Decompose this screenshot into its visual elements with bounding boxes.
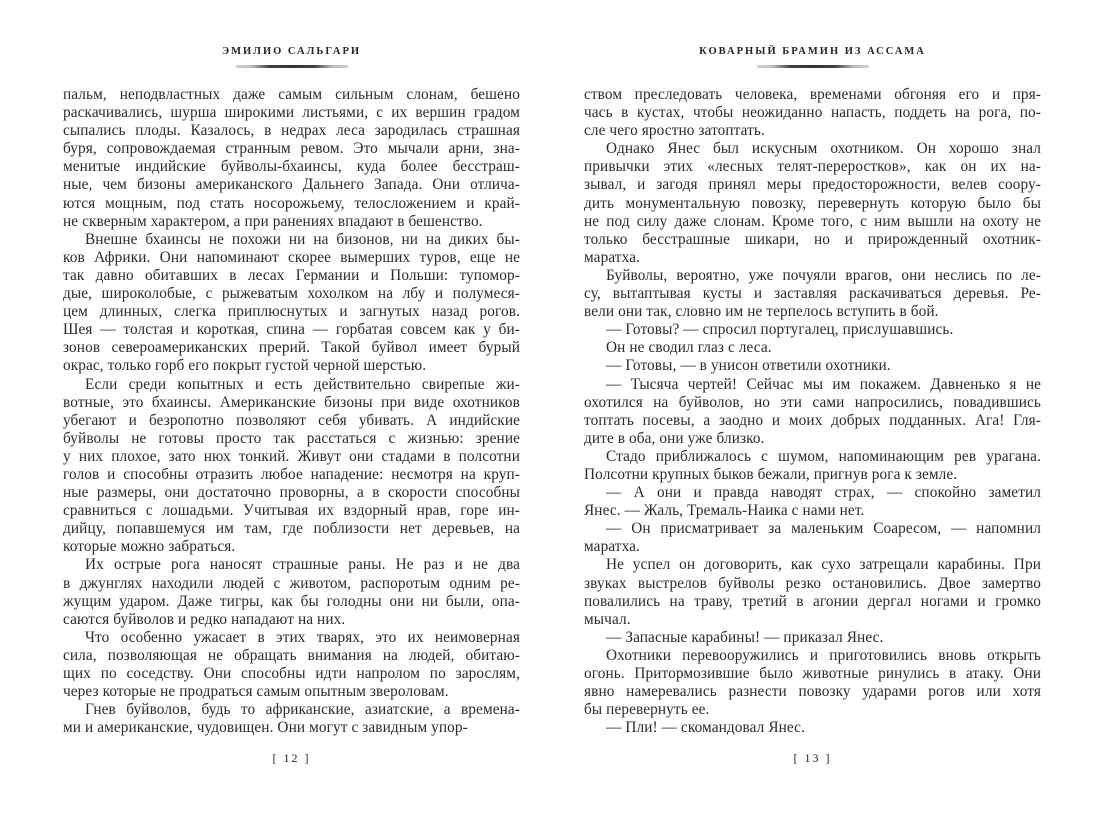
text-line: сила, позволяющая не обращать внимания на людей, обитаю-	[63, 646, 520, 664]
text-line: ные, чем бизоны американского Дальнего Запада. Они отлича-	[63, 176, 520, 194]
text-line: Однако Янес был искусным охотником. Он хорошо знал	[606, 140, 1041, 158]
text-line: не под силу даже слонам. Кроме того, с ним вышли на охоту не	[584, 212, 1041, 230]
text-line: сыпались плоды. Казалось, в недрах леса зародилась страшная	[63, 122, 520, 140]
text-line: охотился на буйволов, но эти сами напросились, повадившись	[584, 393, 1041, 411]
paragraph	[584, 719, 1041, 737]
text-line: у них плохое, зато нюх тонкий. Живут они стадами в полсотни	[63, 447, 520, 465]
text-line: огонь. Притормозившие было животные ринулись в атаку. Они	[584, 665, 1041, 682]
text-line: вотные, это бхаинсы. Американские бизоны при виде охотников	[63, 393, 520, 411]
text-line: Гнев буйволов, будь то африканские, азиатские, а времена-	[85, 701, 520, 719]
paragraph	[63, 629, 520, 701]
text-line: Шея — толстая и короткая, спина — горбатая совсем как у би-	[63, 321, 520, 339]
text-line: Если среди копытных и есть действительно свирепые жи-	[85, 375, 520, 393]
text-line: голов и способны отразить любое нападение: несмотря на круп-	[63, 465, 520, 483]
paragraph	[584, 448, 1041, 484]
text-line: дите в оба, они уже близко.	[584, 429, 765, 447]
paragraph	[584, 140, 1041, 267]
paragraph	[584, 629, 1041, 647]
text-line: ков Африки. Они напоминают скорее вымерших туров, еще не	[63, 248, 520, 266]
text-line: — Тысяча чертей! Сейчас мы им покажем. Давненько я не	[606, 375, 1041, 393]
paragraph	[584, 376, 1041, 448]
text-line: топтать посевы, а заодно и моих добрых подданных. Ага! Гля-	[584, 411, 1041, 429]
text-line: Не успел он договорить, как сухо затрещали карабины. При	[606, 556, 1041, 574]
page-number-right: [ 13 ]	[793, 751, 832, 765]
paragraph	[584, 339, 1041, 357]
text-line: Что особенно ужасает в этих тварях, это их неимоверная	[85, 628, 520, 646]
paragraph	[584, 357, 1041, 375]
text-line: чась в кустах, чтобы неожиданно напасть, поддеть на рога, по-	[584, 104, 1041, 122]
text-line: менитые индийские буйволы-бхаинсы, куда более бесстраш-	[63, 158, 520, 176]
paragraph	[584, 267, 1041, 321]
text-line: привычки этих «лесных телят-переростков», как он их на-	[584, 158, 1041, 176]
text-line: окрас, только горб его покрыт густой черной шерстью.	[63, 357, 427, 375]
text-line: саются буйволов и редко нападают на них.	[63, 610, 346, 628]
text-line: которые можно забраться.	[63, 538, 236, 556]
paragraph	[63, 701, 520, 737]
left-page	[63, 0, 520, 825]
text-line: зывал, и загодя принял меры предосторожности, велев соору-	[584, 176, 1041, 194]
text-line: Их острые рога наносят страшные раны. Не раз и не два	[85, 556, 520, 574]
text-line: — Он присматривает за маленьким Соаресом, — напомнил	[606, 520, 1041, 538]
text-line: Полсотни крупных быков бежали, пригнув рога к земле.	[584, 465, 958, 483]
text-line: маратха.	[584, 248, 640, 266]
text-line: звуках выстрелов буйволы резко остановились. Двое замертво	[584, 574, 1041, 592]
text-line: жущим ударом. Даже тигры, как бы голодны они ни были, опа-	[63, 592, 520, 610]
text-line: сле чего яростно затоптать.	[584, 122, 765, 140]
text-line: Внешне бхаинсы не похожи ни на бизонов, ни на диких бы-	[85, 230, 520, 248]
header-rule-ornament	[236, 65, 348, 68]
running-head-title: КОВАРНЫЙ БРАМИН ИЗ АССАМА	[699, 46, 926, 57]
paragraph	[584, 484, 1041, 520]
text-line: дийцу, попавшемуся им там, где поблизости нет деревьев, на	[63, 520, 520, 538]
text-line: Стадо приближалось с шумом, напоминающим рев урагана.	[606, 447, 1041, 465]
text-line: только бесстрашные шикари, но и прирожденный охотник-	[584, 230, 1041, 248]
paragraph	[584, 647, 1041, 719]
text-line: ются мощным, под стать носорожьему, телосложением и край-	[63, 194, 520, 212]
text-line: — Готовы, — в унисон ответили охотники.	[606, 357, 891, 375]
page-number-left: [ 12 ]	[272, 751, 311, 765]
text-line: Он не сводил глаз с леса.	[606, 339, 772, 357]
text-line: маратха.	[584, 538, 640, 556]
text-line: так давно обитавших в лесах Германии и Польши: тупомор-	[63, 266, 520, 284]
text-line: щих по соседству. Они способны идти напролом по зарослям,	[63, 665, 520, 682]
text-line: мычал.	[584, 610, 631, 628]
paragraph	[63, 556, 520, 628]
text-line: пальм, неподвластных даже самым сильным слонам, бешено	[63, 86, 520, 103]
text-line: через которые не продраться самым опытным звероловам.	[63, 683, 449, 701]
text-line: повалились на траву, третий в агонии дергал ногами и громко	[584, 592, 1041, 610]
text-line: буйволы не готовы просто так расстаться с жизнью: зрение	[63, 429, 520, 447]
text-line: цем длинных, слегка приплюснутых и загнутых назад рогов.	[63, 303, 520, 321]
paragraph	[63, 231, 520, 376]
paragraph	[584, 86, 1041, 140]
right-page	[584, 0, 1041, 825]
text-line: — А они и правда наводят страх, — спокойно заметил	[606, 484, 1041, 502]
text-line: — Запасные карабины! — приказал Янес.	[606, 628, 884, 646]
text-line: — Готовы? — спросил португалец, прислушавшись.	[606, 321, 954, 339]
text-line: явно намеревались разнести повозку ударами рогов или хотя	[584, 683, 1041, 701]
text-line: ством преследовать человека, временами обгоняя его и пря-	[584, 86, 1041, 103]
paragraph	[584, 321, 1041, 339]
text-line: зонов североамериканских прерий. Такой буйвол имеет бурый	[63, 339, 520, 357]
paragraph	[63, 376, 520, 557]
text-line: ные размеры, они достаточно проворны, а в скорости способны	[63, 484, 520, 502]
text-line: Янес. — Жаль, Тремаль-Наика с нами нет.	[584, 502, 865, 520]
text-line: Охотники перевооружились и приготовились вновь открыть	[606, 646, 1041, 664]
running-head-author: ЭМИЛИО САЛЬГАРИ	[221, 46, 362, 57]
header-rule-ornament	[757, 65, 869, 68]
text-line: буря, сопровождаемая странным ревом. Это мычали арни, зна-	[63, 140, 520, 158]
text-line: Буйволы, вероятно, уже почуяли врагов, они неслись по ле-	[606, 266, 1041, 284]
left-page-body-text	[63, 86, 520, 737]
paragraph	[63, 86, 520, 231]
paragraph	[584, 520, 1041, 556]
text-line: ми и американские, чудовищен. Они могут с завидным упор-	[63, 719, 468, 737]
text-line: убегают и безропотно позволяют себя убивать. А индийские	[63, 411, 520, 429]
text-line: в джунглях находили людей с животом, распоротым одним ре-	[63, 574, 520, 592]
text-line: — Пли! — скомандовал Янес.	[606, 719, 805, 737]
paragraph	[584, 556, 1041, 628]
text-line: сравниться с лошадьми. Учитывая их вздорный нрав, горе ин-	[63, 502, 520, 520]
text-line: бы перевернуть ее.	[584, 701, 710, 719]
text-line: не скверным характером, а при ранениях впадают в бешенство.	[63, 212, 483, 230]
text-line: дить монументальную повозку, перевернуть которую было бы	[584, 194, 1041, 212]
text-line: су, вытаптывая кусты и заставляя раскачиваться деревья. Ре-	[584, 285, 1041, 303]
text-line: дые, широколобые, с рыжеватым хохолком на лбу и полумеся-	[63, 285, 520, 303]
text-line: раскачивались, шурша широкими листьями, с их вершин градом	[63, 104, 520, 122]
text-line: вели они так, словно им не терпелось вступить в бой.	[584, 303, 939, 321]
right-page-body-text	[584, 86, 1041, 737]
